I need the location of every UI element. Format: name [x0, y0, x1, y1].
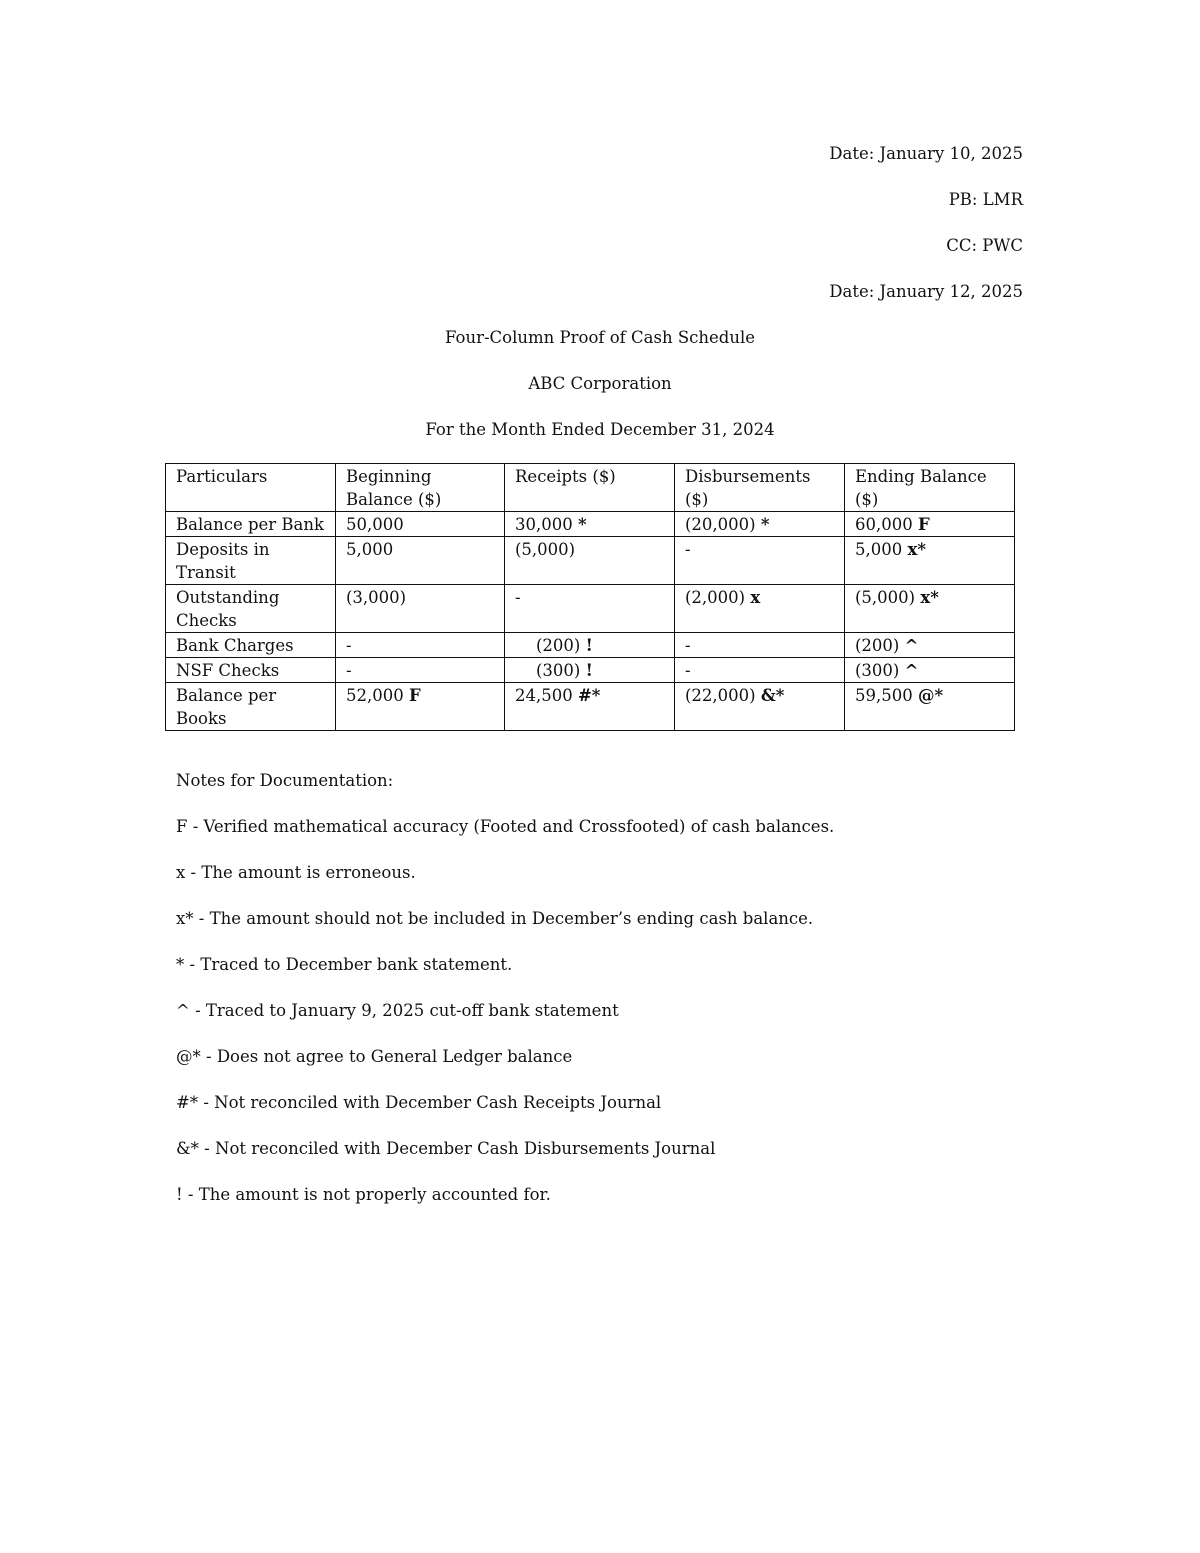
table-row — [166, 537, 1015, 585]
table-header-row — [166, 464, 1015, 512]
tick-mark: ! — [585, 661, 593, 680]
tick-mark: @* — [917, 686, 944, 705]
tick-mark: ! — [585, 636, 593, 655]
beginning-cell: 52,000 F — [336, 683, 505, 731]
tick-mark: * — [760, 515, 770, 534]
disbursements-cell: (20,000) * — [675, 512, 845, 537]
note-item: ! - The amount is not properly accounted for. — [176, 1185, 551, 1204]
beginning-cell: (3,000) — [336, 585, 505, 633]
beginning-cell: 5,000 — [336, 537, 505, 585]
row-particular: Balance per Bank — [166, 512, 336, 537]
document-header — [829, 143, 1023, 327]
note-item: x - The amount is erroneous. — [176, 863, 416, 882]
receipts-cell: 24,500 #* — [505, 683, 675, 731]
ending-cell: 59,500 @* — [845, 683, 1015, 731]
checked-by: CC: PWC — [946, 236, 1023, 255]
table-row — [166, 658, 1015, 683]
beginning-cell: 50,000 — [336, 512, 505, 537]
note-item: * - Traced to December bank statement. — [176, 955, 513, 974]
prepared-by: PB: LMR — [948, 190, 1023, 209]
row-particular: Outstanding Checks — [166, 585, 336, 633]
checked-date: Date: January 12, 2025 — [829, 282, 1023, 301]
disbursements-cell: - — [675, 537, 845, 585]
documentation-notes — [176, 770, 834, 1230]
schedule-titles — [0, 327, 1200, 465]
tick-mark: x — [750, 588, 761, 607]
notes-heading: Notes for Documentation: — [176, 771, 394, 790]
note-item: x* - The amount should not be included in December’s ending cash balance. — [176, 909, 814, 928]
proof-of-cash-table — [165, 463, 1015, 731]
period-line: For the Month Ended December 31, 2024 — [425, 420, 775, 439]
tick-mark: F — [408, 686, 421, 705]
tick-mark: x* — [907, 540, 926, 559]
header-particulars: Particulars — [166, 464, 336, 512]
disbursements-cell: - — [675, 633, 845, 658]
beginning-cell: - — [336, 658, 505, 683]
disbursements-cell: - — [675, 658, 845, 683]
tick-mark: F — [917, 515, 930, 534]
tick-mark: ^ — [904, 661, 919, 680]
row-particular: Balance per Books — [166, 683, 336, 731]
ending-cell: 5,000 x* — [845, 537, 1015, 585]
ending-cell: (200) ^ — [845, 633, 1015, 658]
ending-cell: (5,000) x* — [845, 585, 1015, 633]
tick-mark: * — [577, 515, 587, 534]
table-row — [166, 633, 1015, 658]
receipts-cell: (5,000) — [505, 537, 675, 585]
receipts-cell: 30,000 * — [505, 512, 675, 537]
row-particular: Deposits in Transit — [166, 537, 336, 585]
company-name: ABC Corporation — [528, 374, 672, 393]
ending-cell: (300) ^ — [845, 658, 1015, 683]
receipts-cell: (300) ! — [505, 658, 675, 683]
table-row — [166, 512, 1015, 537]
table-row — [166, 585, 1015, 633]
tick-mark: ^ — [904, 636, 919, 655]
note-item: ^ - Traced to January 9, 2025 cut-off bank statement — [176, 1001, 619, 1020]
header-receipts: Receipts ($) — [505, 464, 675, 512]
row-particular: Bank Charges — [166, 633, 336, 658]
schedule-title: Four-Column Proof of Cash Schedule — [444, 328, 755, 347]
disbursements-cell: (22,000) &* — [675, 683, 845, 731]
tick-mark: #* — [577, 686, 601, 705]
header-disbursements: Disbursements ($) — [675, 464, 845, 512]
note-item: F - Verified mathematical accuracy (Footed and Crossfooted) of cash balances. — [176, 817, 835, 836]
tick-mark: x* — [920, 588, 939, 607]
note-item: &* - Not reconciled with December Cash Disbursements Journal — [176, 1139, 716, 1158]
note-item: @* - Does not agree to General Ledger balance — [176, 1047, 573, 1066]
beginning-cell: - — [336, 633, 505, 658]
note-item: #* - Not reconciled with December Cash Receipts Journal — [176, 1093, 662, 1112]
disbursements-cell: (2,000) x — [675, 585, 845, 633]
header-ending: Ending Balance ($) — [845, 464, 1015, 512]
header-beginning: Beginning Balance ($) — [336, 464, 505, 512]
tick-mark: &* — [760, 686, 785, 705]
prepared-date: Date: January 10, 2025 — [829, 144, 1023, 163]
table-row — [166, 683, 1015, 731]
receipts-cell: (200) ! — [505, 633, 675, 658]
receipts-cell: - — [505, 585, 675, 633]
ending-cell: 60,000 F — [845, 512, 1015, 537]
row-particular: NSF Checks — [166, 658, 336, 683]
